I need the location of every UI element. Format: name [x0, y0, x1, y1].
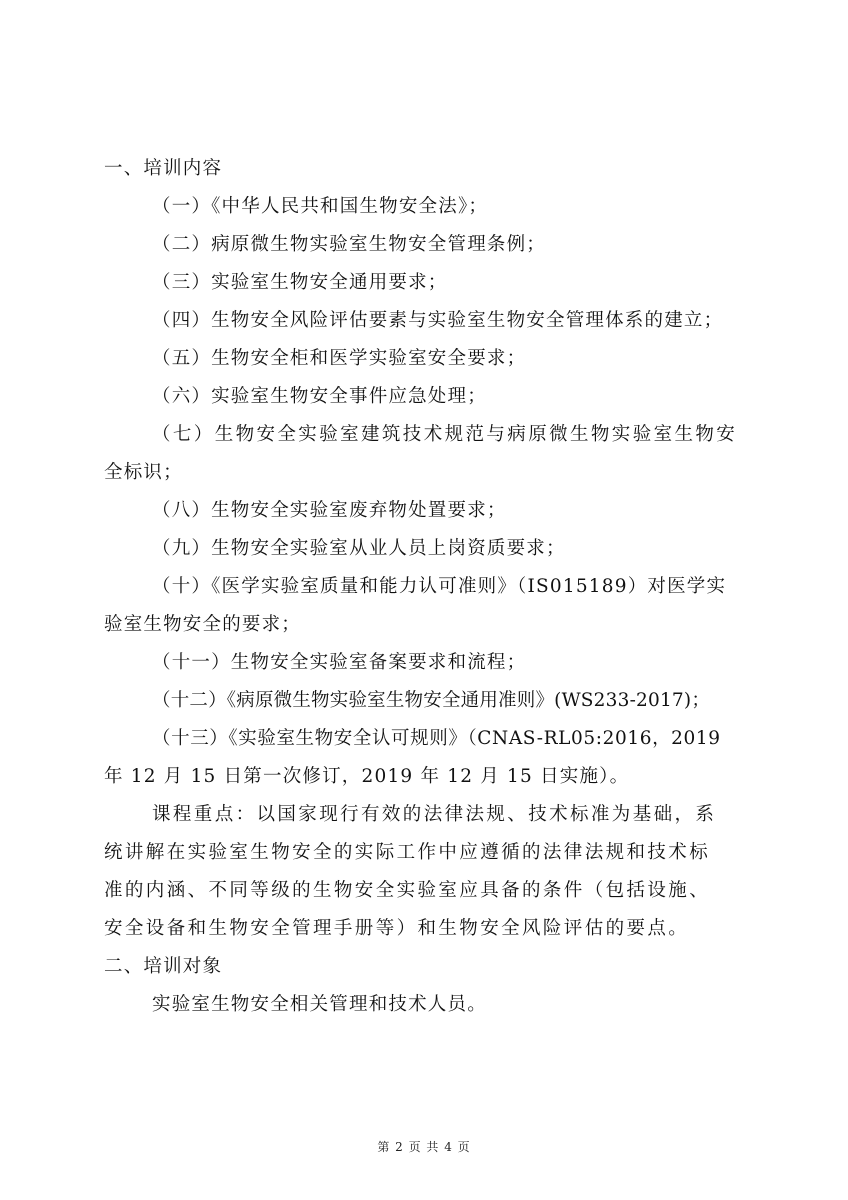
paragraph-line: 安全设备和生物安全管理手册等）和生物安全风险评估的要点。 [104, 918, 690, 939]
list-item-continuation: 年 12 月 15 日第一次修订，2019 年 12 月 15 日实施）。 [104, 766, 630, 787]
paragraph-line: 课程重点：以国家现行有效的法律法规、技术标准为基础，系 [152, 804, 717, 825]
list-item: （七）生物安全实验室建筑技术规范与病原微生物实验室生物安 [152, 424, 738, 445]
list-item-continuation: 验室生物安全的要求； [104, 614, 302, 635]
list-item: （三）实验室生物安全通用要求； [152, 272, 448, 293]
list-item-continuation: 全标识； [104, 462, 183, 483]
section-heading-training-audience: 二、培训对象 [104, 956, 223, 977]
document-body [104, 150, 754, 1024]
list-item: （九）生物安全实验室从业人员上岗资质要求； [152, 538, 566, 559]
paragraph-line: 准的内涵、不同等级的生物安全实验室应具备的条件（包括设施、 [104, 880, 711, 901]
list-item: （十三）《实验室生物安全认可规则》（CNAS-RL05:2016，2019 [152, 728, 721, 749]
list-item: （八）生物安全实验室废弃物处置要求； [152, 500, 507, 521]
list-item: （六）实验室生物安全事件应急处理； [152, 386, 487, 407]
list-item: （四）生物安全风险评估要素与实验室生物安全管理体系的建立； [152, 310, 724, 331]
section-heading-training-content: 一、培训内容 [104, 158, 223, 179]
list-item: （十二）《病原微生物实验室生物安全通用准则》(WS233-2017)； [152, 690, 711, 711]
list-item: （二）病原微生物实验室生物安全管理条例； [152, 234, 547, 255]
list-item: （十）《医学实验室质量和能力认可准则》（IS015189）对医学实 [152, 576, 727, 597]
page-number-footer: 第 2 页 共 4 页 [377, 1140, 471, 1154]
paragraph-line: 统讲解在实验室生物安全的实际工作中应遵循的法律法规和技术标 [104, 842, 711, 863]
list-item: （十一）生物安全实验室备案要求和流程； [152, 652, 527, 673]
list-item: （五）生物安全柜和医学实验室安全要求； [152, 348, 527, 369]
list-item: （一）《中华人民共和国生物安全法》； [152, 196, 489, 217]
paragraph-line: 实验室生物安全相关管理和技术人员。 [152, 994, 487, 1015]
